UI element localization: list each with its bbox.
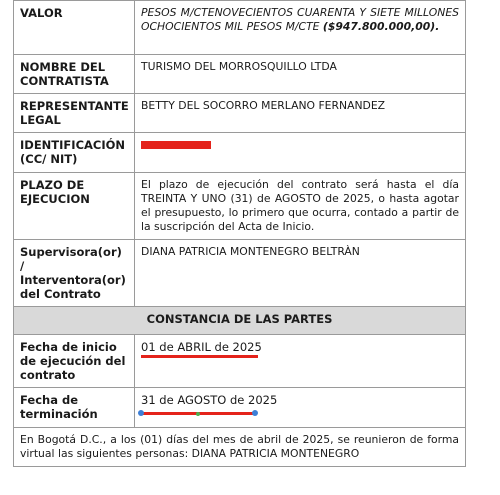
row-constancia-header <box>14 307 466 335</box>
footer-paragraph: En Bogotá D.C., a los (01) días del mes de abril de 2025, se reunieron de forma virtual las siguientes personas: DIANA PATRICIA MONTENEGRO <box>13 428 466 467</box>
row-fecha-terminacion <box>14 388 466 428</box>
label-valor: VALOR <box>14 1 135 55</box>
value-valor <box>135 1 466 55</box>
row-valor <box>14 1 466 55</box>
label-fecha-inicio: Fecha de inicio de ejecución del contrato <box>14 335 135 388</box>
value-fecha-terminacion <box>135 388 466 428</box>
row-plazo <box>14 173 466 240</box>
row-fecha-inicio <box>14 335 466 388</box>
contract-table <box>13 0 466 428</box>
valor-text: PESOS M/CTENOVECIENTOS CUARENTA Y SIETE MILLONES OCHOCIENTOS MIL PESOS M/CTE <box>141 6 459 33</box>
value-identificacion <box>135 133 466 173</box>
label-representante: REPRESENTANTE LEGAL <box>14 94 135 133</box>
label-supervisora: Supervisora(or) / Interventora(or) del Contrato <box>14 240 135 307</box>
label-plazo: PLAZO DE EJECUCION <box>14 173 135 240</box>
row-identificacion <box>14 133 466 173</box>
contract-sheet <box>13 0 466 467</box>
constancia-header: CONSTANCIA DE LAS PARTES <box>14 307 466 335</box>
label-fecha-terminacion: Fecha de terminación <box>14 388 135 428</box>
label-identificacion: IDENTIFICACIÓN (CC/ NIT) <box>14 133 135 173</box>
fecha-inicio-underline <box>141 355 258 358</box>
selection-handle-left[interactable] <box>138 410 144 416</box>
value-fecha-inicio <box>135 335 466 388</box>
value-representante: BETTY DEL SOCORRO MERLANO FERNANDEZ <box>135 94 466 133</box>
value-contratista: TURISMO DEL MORROSQUILLO LTDA <box>135 55 466 94</box>
fecha-terminacion-text: 31 de AGOSTO de 2025 <box>141 393 278 407</box>
selection-handle-right[interactable] <box>252 410 258 416</box>
value-plazo: El plazo de ejecución del contrato será hasta el día TREINTA Y UNO (31) de AGOSTO de 2025, o hasta agotar el presupuesto, lo primero que ocurra, contado a partir de la suscripción del Acta de Inicio. <box>135 173 466 240</box>
row-representante <box>14 94 466 133</box>
row-contratista <box>14 55 466 94</box>
value-supervisora: DIANA PATRICIA MONTENEGRO BELTRÀN <box>135 240 466 307</box>
selection-handle-mid[interactable] <box>196 412 200 416</box>
selected-underline-shape[interactable] <box>141 408 261 418</box>
valor-amount: ($947.800.000,00). <box>322 20 440 33</box>
fecha-inicio-text: 01 de ABRIL de 2025 <box>141 340 262 354</box>
redaction-mark <box>141 141 211 149</box>
row-supervisora <box>14 240 466 307</box>
label-contratista: NOMBRE DEL CONTRATISTA <box>14 55 135 94</box>
